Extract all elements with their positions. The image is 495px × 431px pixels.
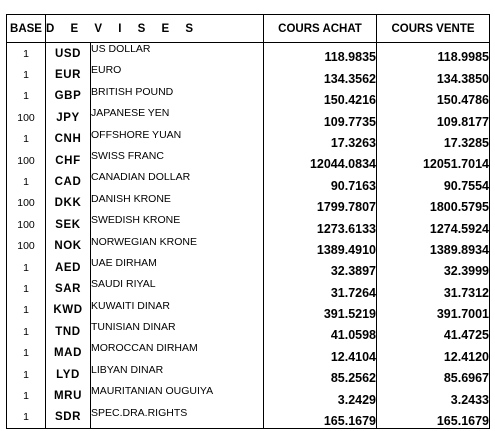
table-row [7, 278, 490, 299]
currency-name-cell: JAPANESE YEN [91, 107, 264, 128]
currency-code-cell: GBP [46, 86, 91, 107]
cours-vente-cell: 31.7312 [377, 278, 490, 299]
table-row [7, 342, 490, 363]
table-row [7, 107, 490, 128]
base-cell: 1 [7, 171, 46, 192]
currency-name-cell: MAURITANIAN OUGUIYA [91, 385, 264, 406]
base-cell: 100 [7, 193, 46, 214]
currency-name-cell: KUWAITI DINAR [91, 300, 264, 321]
cours-vente-cell: 90.7554 [377, 171, 490, 192]
currency-code-cell: SAR [46, 278, 91, 299]
cours-achat-cell: 31.7264 [264, 278, 377, 299]
currency-name-cell: SWEDISH KRONE [91, 214, 264, 235]
cours-achat-cell: 1799.7807 [264, 193, 377, 214]
currency-code-cell: CHF [46, 150, 91, 171]
currency-code-cell: SDR [46, 407, 91, 429]
table-row [7, 150, 490, 171]
cours-achat-cell: 109.7735 [264, 107, 377, 128]
table-row [7, 43, 490, 65]
cours-achat-cell: 90.7163 [264, 171, 377, 192]
currency-code-cell: SEK [46, 214, 91, 235]
base-cell: 1 [7, 407, 46, 429]
currency-name-cell: MOROCCAN DIRHAM [91, 342, 264, 363]
table-row [7, 300, 490, 321]
currency-name-cell: SWISS FRANC [91, 150, 264, 171]
table-row [7, 129, 490, 150]
cours-vente-cell: 1800.5795 [377, 193, 490, 214]
cours-vente-cell: 1389.8934 [377, 236, 490, 257]
base-cell: 1 [7, 257, 46, 278]
currency-name-cell: EURO [91, 64, 264, 85]
currency-name-cell: US DOLLAR [91, 43, 264, 65]
base-cell: 1 [7, 385, 46, 406]
cours-vente-cell: 3.2433 [377, 385, 490, 406]
table-row [7, 214, 490, 235]
base-cell: 1 [7, 364, 46, 385]
cours-vente-cell: 109.8177 [377, 107, 490, 128]
cours-achat-cell: 3.2429 [264, 385, 377, 406]
table-row [7, 407, 490, 429]
base-cell: 100 [7, 214, 46, 235]
cours-achat-cell: 1273.6133 [264, 214, 377, 235]
cours-achat-cell: 1389.4910 [264, 236, 377, 257]
table-row [7, 257, 490, 278]
currency-code-cell: LYD [46, 364, 91, 385]
cours-vente-cell: 118.9985 [377, 43, 490, 65]
currency-code-cell: TND [46, 321, 91, 342]
currency-code-cell: EUR [46, 64, 91, 85]
cours-achat-cell: 12044.0834 [264, 150, 377, 171]
table-row [7, 385, 490, 406]
base-cell: 1 [7, 300, 46, 321]
currency-code-cell: DKK [46, 193, 91, 214]
currency-name-cell: CANADIAN DOLLAR [91, 171, 264, 192]
table-row [7, 64, 490, 85]
currency-code-cell: JPY [46, 107, 91, 128]
currency-name-cell: BRITISH POUND [91, 86, 264, 107]
base-cell: 1 [7, 86, 46, 107]
base-cell: 1 [7, 278, 46, 299]
cours-achat-cell: 12.4104 [264, 342, 377, 363]
currency-name-cell: SPEC.DRA.RIGHTS [91, 407, 264, 429]
header-base: BASE [7, 15, 46, 43]
cours-vente-cell: 12051.7014 [377, 150, 490, 171]
cours-vente-cell: 85.6967 [377, 364, 490, 385]
exchange-rate-table-container [6, 14, 489, 429]
currency-name-cell: TUNISIAN DINAR [91, 321, 264, 342]
header-cours-achat: COURS ACHAT [264, 15, 377, 43]
base-cell: 1 [7, 342, 46, 363]
header-cours-vente: COURS VENTE [377, 15, 490, 43]
cours-vente-cell: 1274.5924 [377, 214, 490, 235]
base-cell: 100 [7, 236, 46, 257]
cours-achat-cell: 118.9835 [264, 43, 377, 65]
cours-vente-cell: 150.4786 [377, 86, 490, 107]
cours-achat-cell: 17.3263 [264, 129, 377, 150]
base-cell: 1 [7, 43, 46, 65]
cours-achat-cell: 165.1679 [264, 407, 377, 429]
table-row [7, 364, 490, 385]
currency-code-cell: MAD [46, 342, 91, 363]
cours-vente-cell: 17.3285 [377, 129, 490, 150]
table-row [7, 193, 490, 214]
currency-code-cell: USD [46, 43, 91, 65]
header-devises: D E V I S E S [46, 15, 264, 43]
cours-achat-cell: 85.2562 [264, 364, 377, 385]
currency-code-cell: NOK [46, 236, 91, 257]
cours-vente-cell: 391.7001 [377, 300, 490, 321]
cours-achat-cell: 41.0598 [264, 321, 377, 342]
cours-achat-cell: 150.4216 [264, 86, 377, 107]
currency-code-cell: KWD [46, 300, 91, 321]
currency-name-cell: LIBYAN DINAR [91, 364, 264, 385]
base-cell: 100 [7, 150, 46, 171]
cours-vente-cell: 32.3999 [377, 257, 490, 278]
base-cell: 100 [7, 107, 46, 128]
cours-vente-cell: 165.1679 [377, 407, 490, 429]
table-row [7, 321, 490, 342]
currency-name-cell: OFFSHORE YUAN [91, 129, 264, 150]
cours-vente-cell: 41.4725 [377, 321, 490, 342]
base-cell: 1 [7, 129, 46, 150]
cours-vente-cell: 134.3850 [377, 64, 490, 85]
currency-name-cell: DANISH KRONE [91, 193, 264, 214]
cours-vente-cell: 12.4120 [377, 342, 490, 363]
currency-name-cell: NORWEGIAN KRONE [91, 236, 264, 257]
base-cell: 1 [7, 321, 46, 342]
currency-code-cell: CNH [46, 129, 91, 150]
rate-table-body [7, 43, 490, 429]
table-row [7, 236, 490, 257]
header-row [7, 15, 490, 43]
base-cell: 1 [7, 64, 46, 85]
table-row [7, 171, 490, 192]
currency-name-cell: UAE DIRHAM [91, 257, 264, 278]
cours-achat-cell: 134.3562 [264, 64, 377, 85]
cours-achat-cell: 391.5219 [264, 300, 377, 321]
currency-code-cell: CAD [46, 171, 91, 192]
cours-achat-cell: 32.3897 [264, 257, 377, 278]
currency-name-cell: SAUDI RIYAL [91, 278, 264, 299]
currency-code-cell: AED [46, 257, 91, 278]
exchange-rate-table [6, 14, 490, 429]
currency-code-cell: MRU [46, 385, 91, 406]
table-row [7, 86, 490, 107]
